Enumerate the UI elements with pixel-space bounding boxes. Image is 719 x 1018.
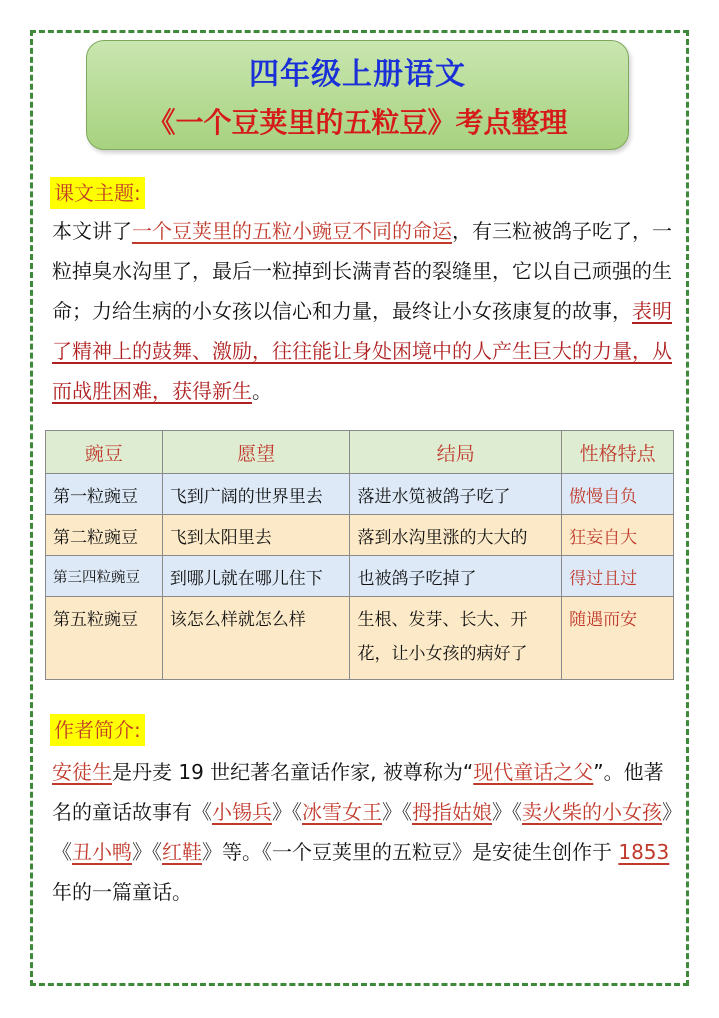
table-row — [46, 515, 674, 556]
trait-cell: 傲慢自负 — [562, 474, 674, 515]
separator: 》《 — [132, 840, 162, 864]
table-row — [46, 474, 674, 515]
author-text-2: ”。他著名的童话故事有《 — [52, 760, 664, 824]
pea-table — [45, 430, 674, 680]
header-pea: 豌豆 — [46, 431, 163, 474]
wish-cell: 到哪儿就在哪儿住下 — [162, 556, 350, 597]
page-title: 四年级上册语文 — [249, 57, 466, 92]
theme-text-3: 。 — [252, 379, 272, 403]
table-header-row — [46, 431, 674, 474]
theme-paragraph — [52, 211, 672, 411]
work-title: 拇指姑娘 — [412, 800, 492, 824]
wish-cell: 飞到太阳里去 — [162, 515, 350, 556]
pea-cell: 第三四粒豌豆 — [46, 556, 163, 597]
theme-text-1: 本文讲了 — [52, 219, 132, 243]
theme-text-2: ，有三粒被鸽子吃了，一粒掉臭水沟里了，最后一粒掉到长满青苔的裂缝里，它以自己顽强的生命；力给生病的小女孩以信心和力量，最终让小女孩康复的故事， — [52, 219, 672, 323]
table-row — [46, 556, 674, 597]
author-text-3: 》等。《一个豆荚里的五粒豆》是安徒生创作于 — [202, 840, 619, 864]
work-title: 红鞋 — [162, 840, 202, 864]
header-ending: 结局 — [350, 431, 562, 474]
pea-cell: 第五粒豌豆 — [46, 597, 163, 680]
ending-cell: 落到水沟里涨的大大的 — [350, 515, 562, 556]
author-text-1: 是丹麦 19 世纪著名童话作家, 被尊称为“ — [112, 760, 474, 784]
header-trait: 性格特点 — [562, 431, 674, 474]
theme-label: 课文主题: — [50, 177, 145, 209]
pea-cell: 第二粒豌豆 — [46, 515, 163, 556]
author-paragraph — [52, 752, 672, 912]
theme-meaning: 表明了精神上的鼓舞、激励，往往能让身处困境中的人产生巨大的力量，从而战胜困难，获得新生 — [52, 299, 672, 403]
author-honorific: 现代童话之父 — [473, 760, 594, 784]
ending-cell: 落进水笕被鸽子吃了 — [350, 474, 562, 515]
wish-cell: 飞到广阔的世界里去 — [162, 474, 350, 515]
author-name: 安徒生 — [52, 760, 112, 784]
work-title: 冰雪女王 — [302, 800, 382, 824]
separator: 》《 — [492, 800, 522, 824]
title-banner — [86, 40, 629, 150]
theme-key-phrase: 一个豆荚里的五粒小豌豆不同的命运 — [132, 219, 452, 243]
work-title: 小锡兵 — [212, 800, 272, 824]
trait-cell: 随遇而安 — [562, 597, 674, 680]
work-title: 卖火柴的小女孩 — [522, 800, 662, 824]
ending-cell: 生根、发芽、长大、开花，让小女孩的病好了 — [350, 597, 562, 680]
trait-cell: 狂妄自大 — [562, 515, 674, 556]
header-wish: 愿望 — [162, 431, 350, 474]
pea-cell: 第一粒豌豆 — [46, 474, 163, 515]
author-label: 作者简介: — [50, 714, 145, 746]
trait-cell: 得过且过 — [562, 556, 674, 597]
ending-cell: 也被鸽子吃掉了 — [350, 556, 562, 597]
table-row — [46, 597, 674, 680]
author-text-4: 年的一篇童话。 — [52, 880, 192, 904]
work-title: 丑小鸭 — [72, 840, 132, 864]
separator: 》《 — [52, 800, 672, 864]
wish-cell: 该怎么样就怎么样 — [162, 597, 350, 680]
page-subtitle: 《一个豆荚里的五粒豆》考点整理 — [147, 106, 568, 139]
separator: 》《 — [382, 800, 412, 824]
publication-year: 1853 — [618, 840, 670, 864]
separator: 》《 — [272, 800, 302, 824]
